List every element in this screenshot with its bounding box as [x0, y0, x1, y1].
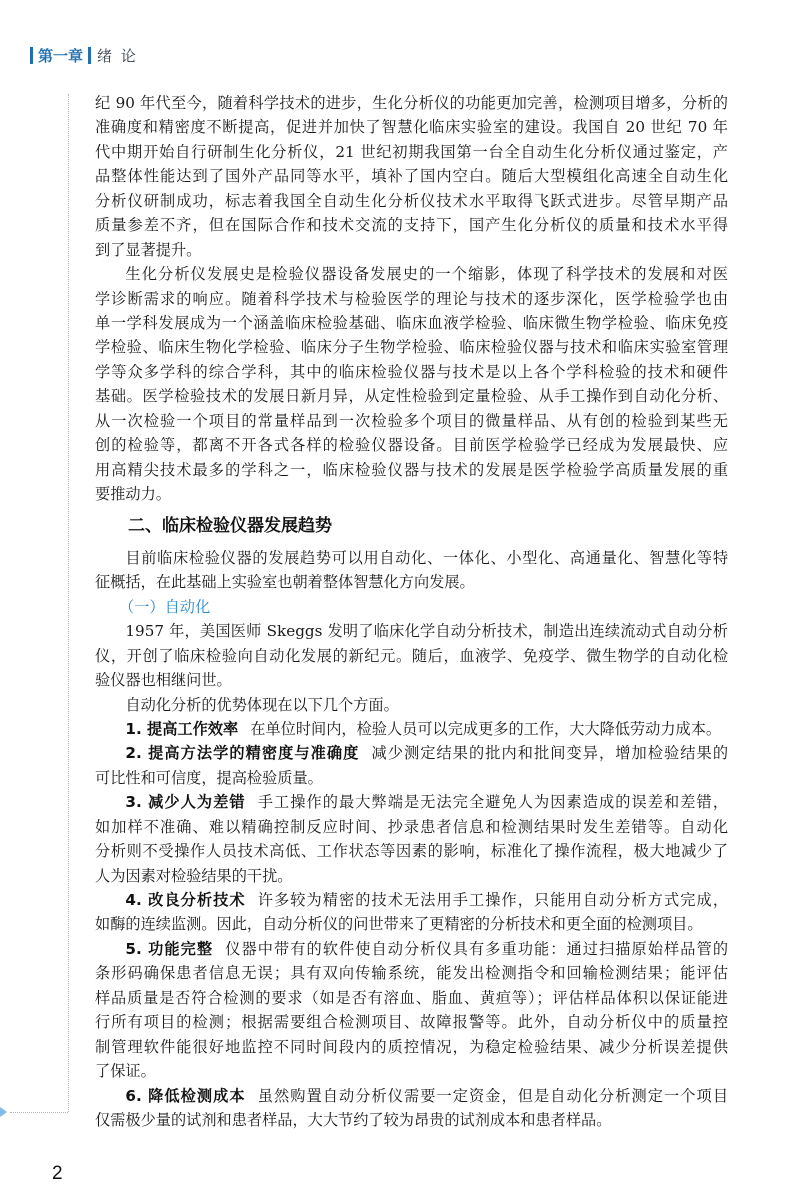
- text-line: [95, 790, 728, 814]
- text-line: 从一次检验一个项目的常量样品到一次检验多个项目的微量样品、从有创的检验到某些无: [95, 411, 728, 430]
- paragraph: [95, 91, 728, 262]
- text-line: 目前临床检验仪器的发展趋势可以用自动化、一体化、小型化、高通量化、智慧化等特: [125, 548, 728, 567]
- text-line: [95, 937, 728, 961]
- bottom-dotted-line: [10, 1112, 68, 1113]
- text-line: 仪，开创了临床检验向自动化发展的新纪元。随后，血液学、免疫学、微生物学的自动化检: [95, 646, 728, 665]
- item-label: 6. 降低检测成本: [125, 1086, 246, 1105]
- text-line: [95, 741, 728, 765]
- text-line: 纪 90 年代至今，随着科学技术的进步，生化分析仪的功能更加完善，检测项目增多，分析的: [95, 94, 728, 112]
- item-text: 虽然购置自动分析仪需要一定资金，但是自动化分析测定一个项目: [257, 1086, 729, 1105]
- item-label: 2. 提高方法学的精密度与准确度: [125, 744, 360, 763]
- item-text: 许多较为精密的技术无法用手工操作，只能用自动分析方式完成，: [257, 891, 729, 909]
- text-line: 分析仪研制成功，标志着我国全自动生化分析仪技术水平取得飞跃式进步。尽管早期产品: [95, 191, 728, 210]
- text-line: 如加样不准确、难以精确控制反应时间、抄录患者信息和检测结果时发生差错等。自动化: [95, 817, 728, 836]
- text-line: 征概括，在此基础上实验室也朝着整体智慧化方向发展。: [95, 573, 475, 592]
- text-line: 基础。医学检验技术的发展日新月异，从定性检验到定量检验、从手工操作到自动化分析、: [95, 387, 728, 406]
- item-text: 手工操作的最大弊端是无法完全避免人为因素造成的误差和差错，: [257, 793, 729, 812]
- item-label: 4. 改良分析技术: [125, 891, 246, 909]
- text-line: 质量参差不齐，但在国际合作和技术交流的支持下，国产生化分析仪的质量和技术水平得: [95, 216, 728, 235]
- item-text: 仪器中带有的软件使自动分析仪具有多重功能：通过扫描原始样品管的: [225, 939, 729, 958]
- text-line: 品整体性能达到了国外产品同等水平，填补了国内空白。随后大型模组化高速全自动生化: [95, 167, 728, 186]
- text-line: 用高精尖技术最多的学科之一，临床检验仪器与技术的发展是医学检验学高质量发展的重: [95, 460, 728, 479]
- text-line: 行所有项目的检测；根据需要组合检测项目、故障报警等。此外，自动分析仪中的质量控: [95, 1013, 728, 1032]
- header-bar: [30, 47, 33, 64]
- paragraph: [95, 546, 728, 595]
- item-label: 1. 提高工作效率: [125, 719, 239, 738]
- text-line: 人为因素对检验结果的干扰。: [95, 866, 293, 885]
- text-line: 可比性和可信度，提高检验质量。: [95, 768, 323, 787]
- text-line: 学诊断需求的响应。随着科学技术与检验医学的理论与技术的逐步深化，医学检验学也由: [95, 289, 728, 308]
- item-text: 减少测定结果的批内和批间变异，增加检验结果的: [371, 744, 729, 763]
- header-bar: [88, 47, 91, 64]
- item-label: 3. 减少人为差错: [125, 793, 246, 812]
- paragraph: [95, 619, 728, 692]
- chapter-label: 第一章: [38, 46, 84, 65]
- subsection-heading: （一）自动化: [119, 597, 211, 616]
- text-line: 要推动力。: [95, 485, 171, 503]
- list-item: [95, 741, 728, 790]
- text-line: 代中期开始自行研制生化分析仪，21 世纪初期我国第一台全自动生化分析仪通过鉴定，产: [95, 142, 728, 161]
- chapter-title: 绪 论: [97, 46, 138, 65]
- list-item: [95, 1084, 728, 1133]
- page-number: 2: [52, 1163, 63, 1184]
- text-line: 自动化分析的优势体现在以下几个方面。: [125, 695, 399, 714]
- text-line: 创的检验等，都离不开各式各样的检验仪器设备。目前医学检验学已经成为发展最快、应: [95, 436, 728, 455]
- text-line: 制管理软件能很好地监控不同时间段内的质控情况，为稳定检验结果、减少分析误差提供: [95, 1037, 728, 1056]
- text-line: 到了显著提升。: [95, 240, 202, 259]
- text-line: 验仪器也相继问世。: [95, 671, 232, 690]
- text-line: 条形码确保患者信息无误；具有双向传输系统，能发出检测指令和回输检测结果；能评估: [95, 964, 728, 983]
- text-line: 样品质量是否符合检测的要求（如是否有溶血、脂血、黄疸等）；评估样品体积以保证能进: [95, 988, 728, 1007]
- text-line: 学检验、临床生物化学检验、临床分子生物学检验、临床检验仪器与技术和临床实验室管理: [95, 338, 728, 357]
- margin-arrow-icon: [0, 1107, 7, 1117]
- page-body: [95, 91, 728, 1132]
- text-line: 1957 年，美国医师 Skeggs 发明了临床化学自动分析技术，制造出连续流动式自动分析: [125, 622, 728, 641]
- text-line: [95, 888, 728, 912]
- text-line: [95, 1084, 728, 1108]
- text-line: 分析则不受操作人员技术高低、工作状态等因素的影响，标准化了操作流程，极大地减少了: [95, 842, 728, 861]
- section-heading: 二、临床检验仪器发展趋势: [128, 516, 332, 537]
- text-line: 学等众多学科的综合学科，其中的临床检验仪器与技术是以上各个学科检验的技术和硬件: [95, 362, 728, 381]
- margin-dotted-line: [68, 94, 69, 1112]
- list-item: [95, 937, 728, 1084]
- paragraph: [95, 262, 728, 506]
- text-line: 准确度和精密度不断提高，促进并加快了智慧化临床实验室的建设。我国自 20 世纪 70 年: [95, 118, 728, 137]
- text-line: 仅需极少量的试剂和患者样品，大大节约了较为昂贵的试剂成本和患者样品。: [95, 1110, 612, 1129]
- item-text: 在单位时间内，检验人员可以完成更多的工作，大大降低劳动力成本。: [250, 719, 722, 738]
- text-line: 如酶的连续监测。因此，自动分析仪的问世带来了更精密的分析技术和更全面的检测项目。: [95, 915, 703, 934]
- list-item: [95, 790, 728, 888]
- list-item: [95, 888, 728, 937]
- paragraph: [95, 693, 728, 717]
- text-line: 单一学科发展成为一个涵盖临床检验基础、临床血液学检验、临床微生物学检验、临床免疫: [95, 313, 728, 332]
- running-header: [30, 46, 138, 64]
- text-line: [95, 717, 728, 741]
- advantage-list: [95, 717, 728, 1132]
- item-label: 5. 功能完整: [125, 939, 214, 958]
- list-item: [95, 717, 728, 741]
- text-line: 了保证。: [95, 1062, 156, 1081]
- text-line: 生化分析仪发展史是检验仪器设备发展史的一个缩影，体现了科学技术的发展和对医: [125, 265, 728, 284]
